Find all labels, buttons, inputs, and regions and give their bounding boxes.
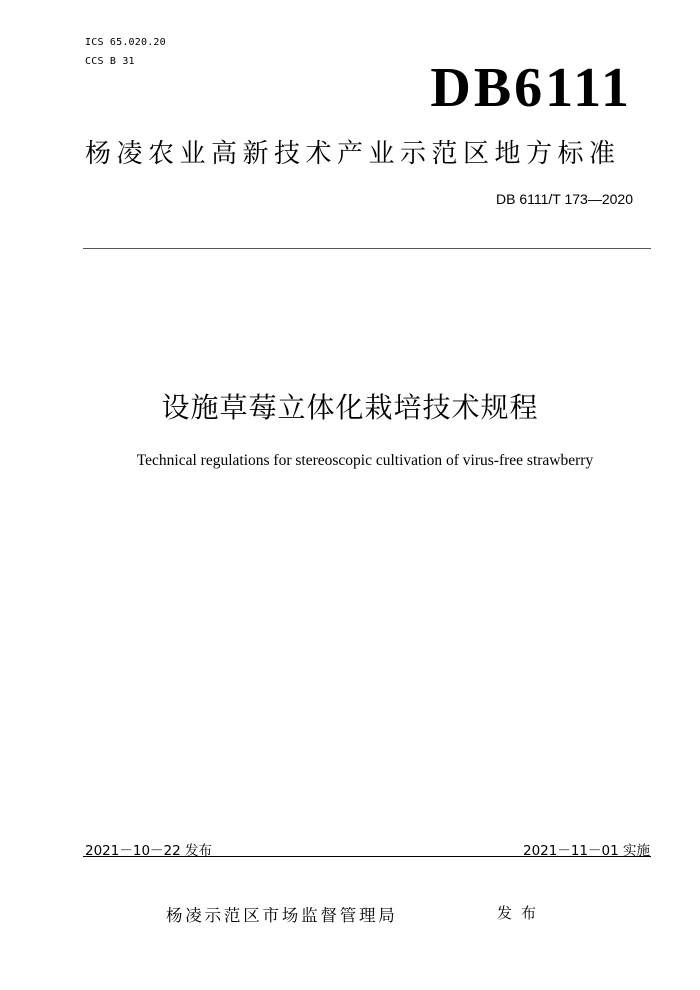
issuing-action: 发布 bbox=[497, 904, 546, 922]
document-title-english: Technical regulations for stereoscopic cultivation of virus-free strawberry bbox=[136, 452, 594, 469]
ics-code: ICS 65.020.20 bbox=[85, 37, 166, 48]
standard-number: DB 6111/T 173—2020 bbox=[496, 191, 633, 207]
issuing-authority: 杨凌示范区市场监督管理局 bbox=[166, 906, 398, 925]
bottom-divider bbox=[83, 856, 651, 857]
issue-date: 2021－10－22 发布 bbox=[85, 843, 213, 859]
ccs-code: CCS B 31 bbox=[85, 56, 135, 67]
standard-type-heading: 杨凌农业高新技术产业示范区地方标准 bbox=[85, 139, 621, 169]
top-divider bbox=[83, 248, 651, 249]
document-title-chinese: 设施草莓立体化栽培技术规程 bbox=[161, 391, 539, 424]
standard-logo: DB6111 bbox=[430, 57, 632, 119]
implementation-date: 2021－11－01 实施 bbox=[522, 843, 650, 859]
